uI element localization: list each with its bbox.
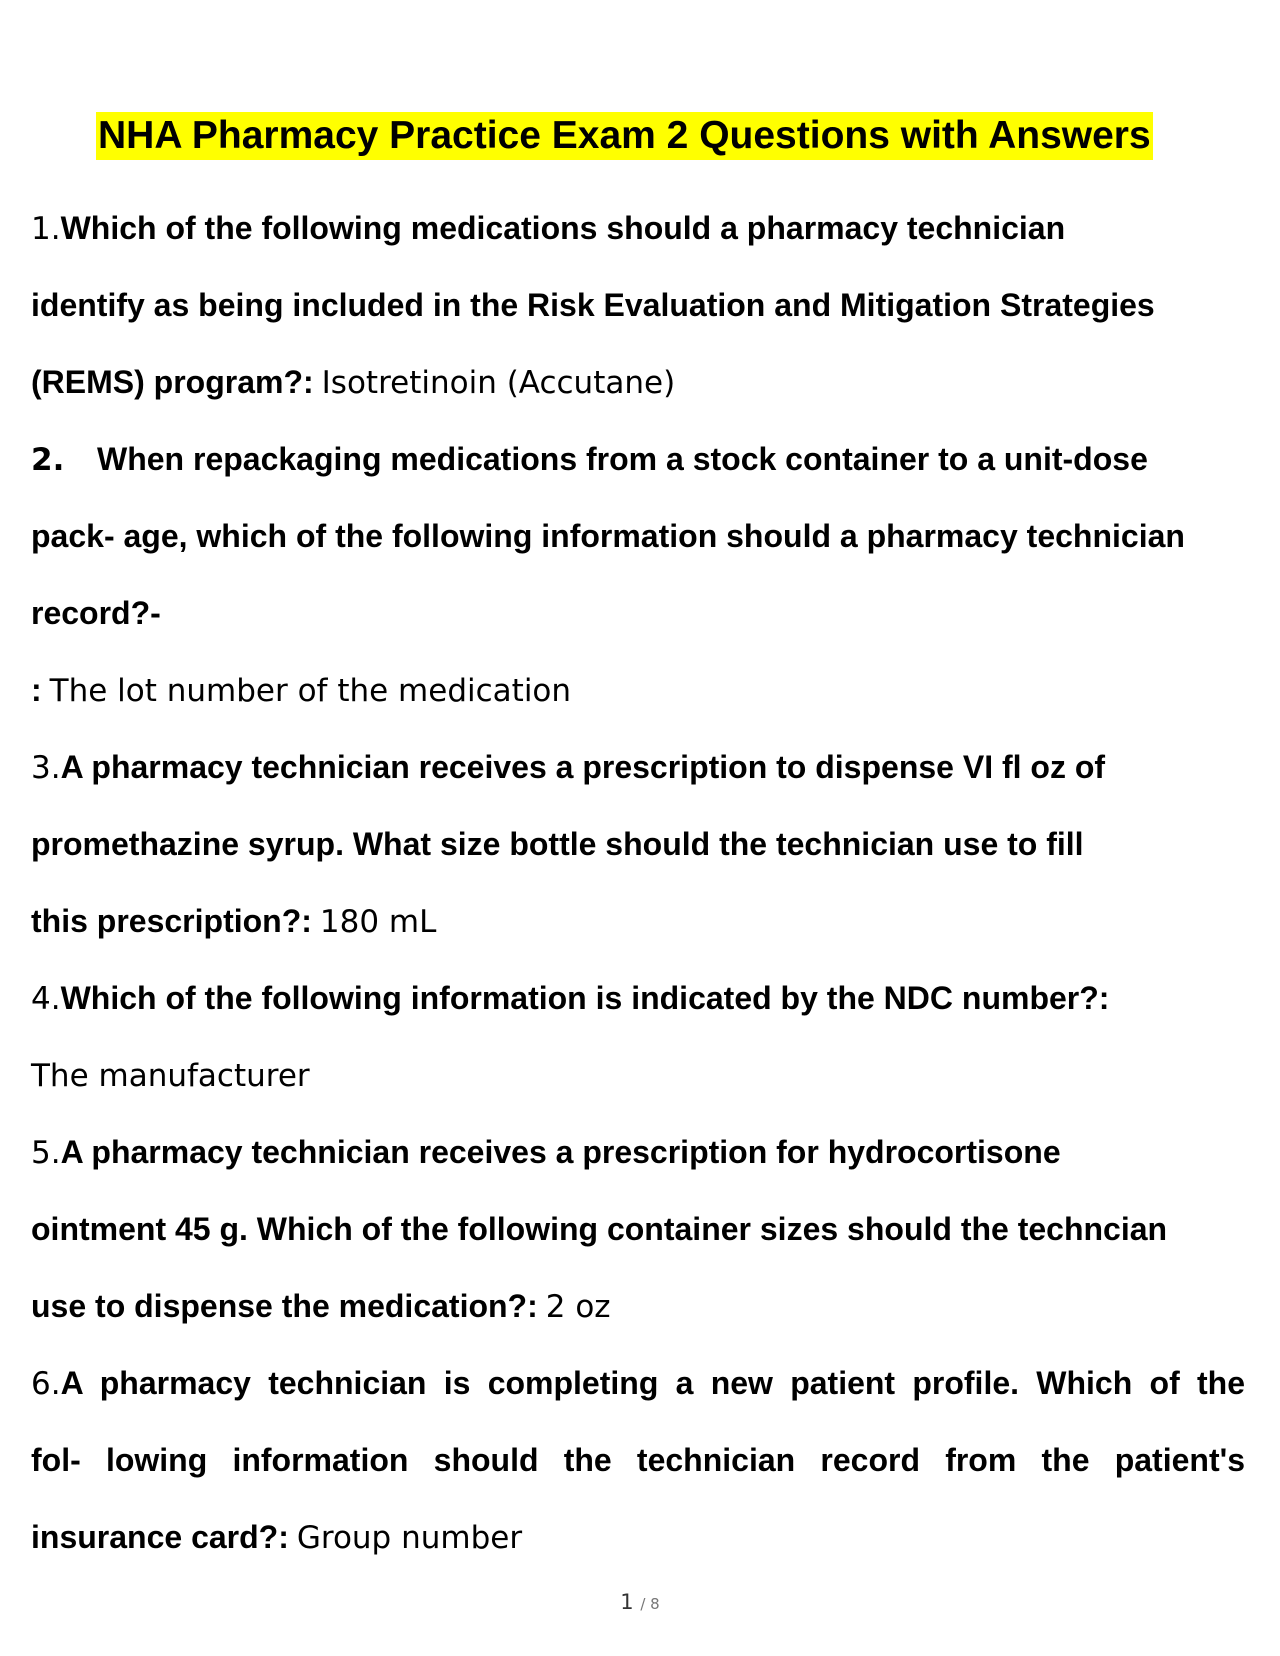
question-4-answer: The manufacturer [31, 1058, 310, 1094]
question-5-line-1 [31, 1129, 1245, 1175]
question-3-text-2: promethazine syrup. What size bottle should the technician use to fill [31, 826, 1084, 862]
page-total: / 8 [640, 1595, 660, 1613]
question-5-text-2: ointment 45 g. Which of the following container sizes should the techncian [31, 1211, 1168, 1247]
question-5-number: 5. [31, 1135, 61, 1171]
page-indicator [0, 1590, 1280, 1614]
question-1-line-1 [31, 205, 1245, 251]
question-2-line-1 [31, 436, 1245, 482]
question-4-line-1 [31, 975, 1245, 1021]
question-6-line-3 [31, 1514, 1245, 1560]
question-6-text-1: A pharmacy technician is completing a new patient profile. Which of the [60, 1365, 1245, 1401]
question-6-line-2 [31, 1437, 1245, 1483]
question-6-answer: Group number [296, 1520, 523, 1556]
question-3-text-3: this prescription?: [31, 903, 312, 939]
question-2-text-2: pack- age, which of the following information should a pharmacy technician [31, 518, 1185, 554]
question-1-number: 1. [31, 211, 61, 247]
question-5-line-3 [31, 1283, 1245, 1329]
question-2-line-3 [31, 590, 1245, 636]
question-2-text-4: : [31, 672, 42, 708]
question-4-line-2 [31, 1052, 1245, 1098]
document-title-wrap [96, 112, 1153, 160]
question-2-answer: The lot number of the medication [49, 673, 572, 709]
question-3-line-1 [31, 744, 1245, 790]
question-4-text-1: Which of the following information is indicated by the NDC number?: [60, 980, 1110, 1016]
question-1-line-2 [31, 282, 1245, 328]
question-1-answer: Isotretinoin (Accutane) [321, 365, 676, 401]
question-1-line-3 [31, 359, 1245, 405]
question-3-line-2 [31, 821, 1245, 867]
question-3-text-1: A pharmacy technician receives a prescription to dispense VI fl oz of [60, 749, 1106, 785]
document-title: NHA Pharmacy Practice Exam 2 Questions with Answers [96, 112, 1153, 160]
question-2-number: 2. [31, 442, 65, 478]
question-1-text-2: identify as being included in the Risk Evaluation and Mitigation Strategies [31, 287, 1155, 323]
question-5-text-3: use to dispense the medication?: [31, 1288, 538, 1324]
question-5-line-2 [31, 1206, 1245, 1252]
question-1-text-1: Which of the following medications should a pharmacy technician [60, 210, 1066, 246]
question-6-number: 6. [31, 1366, 61, 1402]
question-2-text-3: record?- [31, 595, 161, 631]
question-3-line-3 [31, 898, 1245, 944]
page-current: 1 [620, 1590, 634, 1614]
question-5-answer: 2 oz [545, 1289, 611, 1325]
question-2-line-4 [31, 667, 1245, 713]
question-3-number: 3. [31, 750, 61, 786]
question-6-text-2: fol- lowing information should the technician record from the patient's [31, 1442, 1245, 1478]
question-5-text-1: A pharmacy technician receives a prescription for hydrocortisone [60, 1134, 1061, 1170]
question-6-text-3: insurance card?: [31, 1519, 289, 1555]
question-1-text-3: (REMS) program?: [31, 364, 314, 400]
question-2-text-1: When repackaging medications from a stock container to a unit-dose [97, 441, 1148, 477]
question-6-line-1 [31, 1360, 1245, 1406]
question-2-line-2 [31, 513, 1245, 559]
question-4-number: 4. [31, 981, 61, 1017]
question-3-answer: 180 mL [319, 904, 437, 940]
